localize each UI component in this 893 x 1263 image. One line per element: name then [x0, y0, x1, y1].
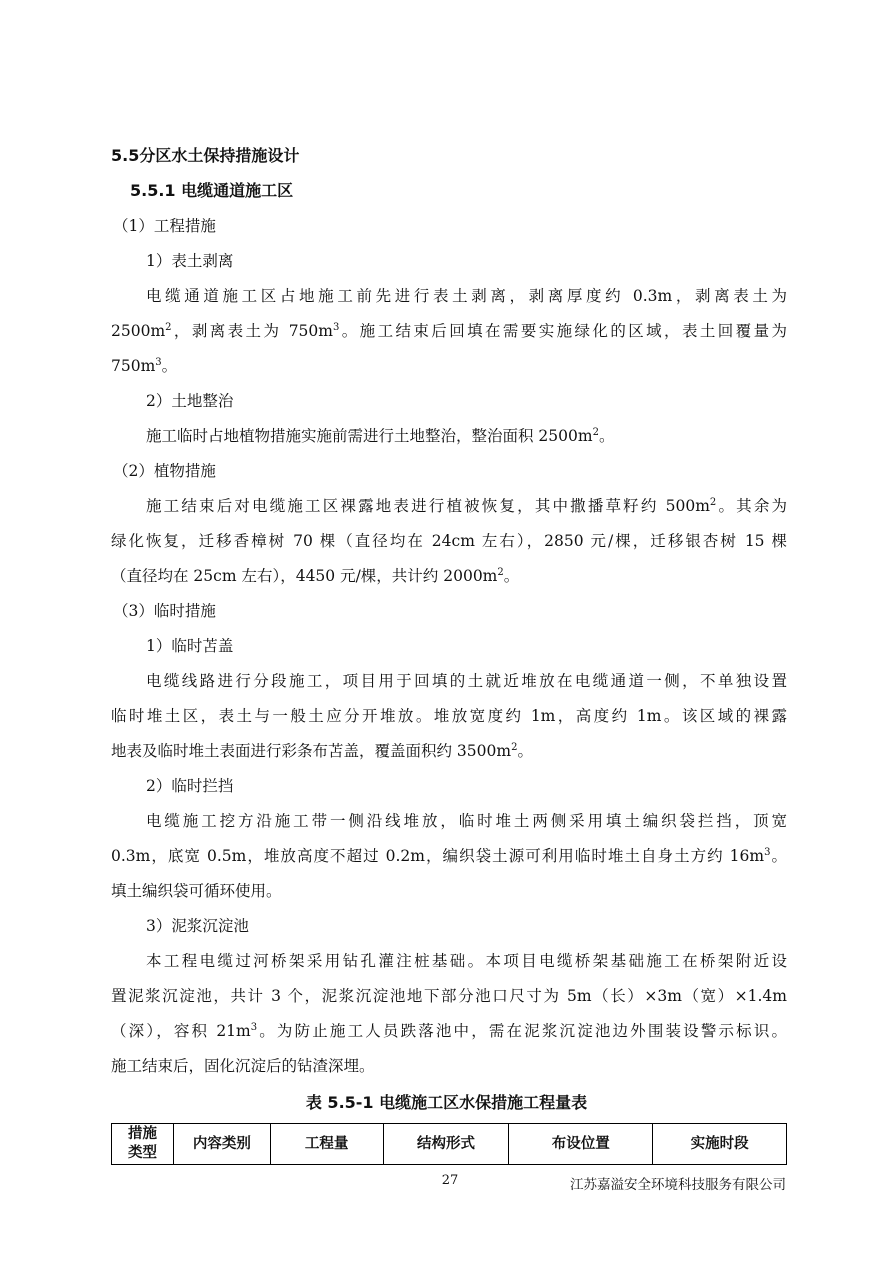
paragraph-line: 地表及临时堆土表面进行彩条布苫盖，覆盖面积约 $3500m^2$。 [111, 742, 533, 760]
table-header-row [112, 1124, 787, 1165]
paragraph-line: 临时堆土区，表土与一般土应分开堆放。堆放宽度约 1m，高度约 1m。该区域的裸露 [111, 707, 787, 725]
paragraph-line: （深），容积 $21m^3$。为防止施工人员跌落池中，需在泥浆沉淀池边外围装设警示标识。 [111, 1022, 787, 1040]
paragraph-line: 施工临时占地植物措施实施前需进行土地整治，整治面积 $2500m^2$。 [146, 427, 615, 445]
section-title: 5.5分区水土保持措施设计 [111, 146, 300, 165]
footer-company: 江苏嘉溢安全环境科技服务有限公司 [570, 1177, 786, 1193]
paragraph-line: 施工结束后对电缆施工区裸露地表进行植被恢复，其中撒播草籽约 $500m^2$。其余为 [146, 497, 787, 515]
table-header-cell: 布设位置 [509, 1124, 653, 1165]
paragraph-line: 置泥浆沉淀池，共计 3 个，泥浆沉淀池地下部分池口尺寸为 5m（长）×3m（宽）×1.4m [111, 987, 787, 1005]
heading-engineering-measures: （1）工程措施 [113, 217, 216, 235]
heading-land-leveling: 2）土地整治 [146, 392, 234, 410]
heading-mud-settling-pond: 3）泥浆沉淀池 [146, 917, 249, 935]
page-number: 27 [441, 1173, 459, 1188]
paragraph-line: 电缆施工挖方沿施工带一侧沿线堆放，临时堆土两侧采用填土编织袋拦挡，顶宽 [146, 812, 787, 830]
heading-temporary-cover: 1）临时苫盖 [146, 637, 234, 655]
table-header-cell: 内容类别 [173, 1124, 270, 1165]
paragraph-line: $750m^3$。 [111, 357, 178, 375]
table-header-cell: 结构形式 [383, 1124, 509, 1165]
paragraph-line: 绿化恢复，迁移香樟树 70 棵（直径均在 24cm 左右），2850 元/棵，迁移银杏树 15 棵 [111, 532, 787, 550]
table-caption: 表 5.5-1 电缆施工区水保措施工程量表 [305, 1093, 588, 1112]
paragraph-line: 本工程电缆过河桥架采用钻孔灌注桩基础。本项目电缆桥架基础施工在桥架附近设 [146, 952, 787, 970]
paragraph-line: 电缆线路进行分段施工，项目用于回填的土就近堆放在电缆通道一侧，不单独设置 [146, 672, 787, 690]
table-header-cell: 措施 类型 [112, 1124, 174, 1165]
paragraph-line: 电缆通道施工区占地施工前先进行表土剥离，剥离厚度约 0.3m，剥离表土为 [146, 287, 787, 305]
heading-topsoil-stripping: 1）表土剥离 [146, 252, 234, 270]
heading-plant-measures: （2）植物措施 [113, 462, 216, 480]
paragraph-line: （直径均在 25cm 左右），4450 元/棵，共计约 $2000m^2$。 [111, 567, 520, 585]
table-header-cell: 实施时段 [653, 1124, 787, 1165]
paragraph-line: $2500m^2$，剥离表土为 $750m^3$。施工结束后回填在需要实施绿化的区域，表土回覆量为 [111, 322, 787, 340]
paragraph-line: 填土编织袋可循环使用。 [111, 882, 282, 900]
paragraph-line: 施工结束后，固化沉淀后的钻渣深埋。 [111, 1057, 375, 1075]
table-header-cell: 工程量 [270, 1124, 383, 1165]
paragraph-line: 0.3m，底宽 0.5m，堆放高度不超过 0.2m，编织袋土源可利用临时堆土自身土方约 $16m^3$。 [111, 847, 787, 865]
heading-temporary-barrier: 2）临时拦挡 [146, 777, 234, 795]
measures-table [111, 1123, 787, 1165]
heading-temporary-measures: （3）临时措施 [113, 602, 216, 620]
subsection-title: 5.5.1 电缆通道施工区 [130, 181, 294, 200]
